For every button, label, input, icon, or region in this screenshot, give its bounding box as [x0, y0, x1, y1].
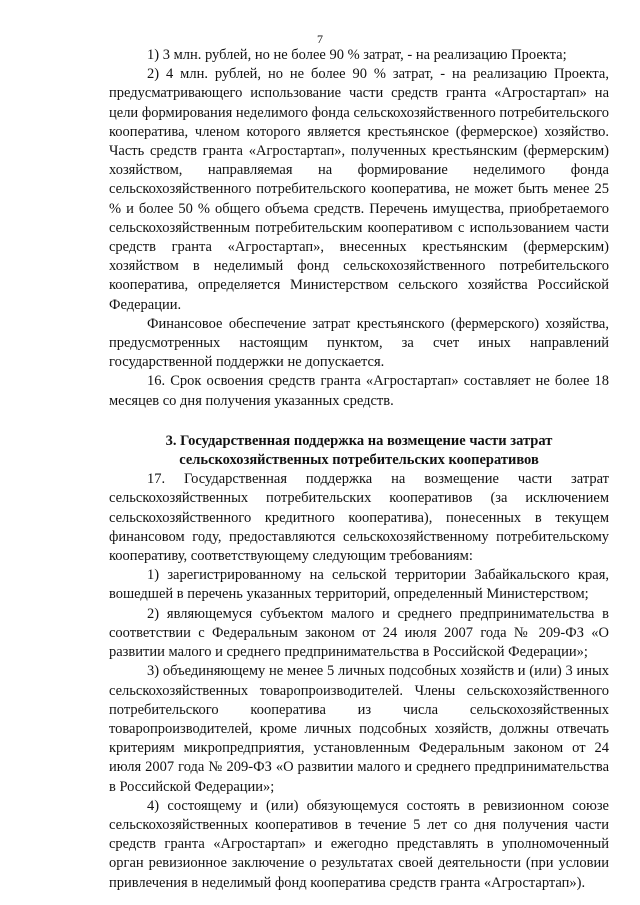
paragraph-item-16: 16. Срок освоения средств гранта «Агростартап» составляет не более 18 месяцев со дня получения указанных средств. [109, 373, 609, 409]
paragraph-requirement-3: 3) объединяющему не менее 5 личных подсобных хозяйств и (или) 3 иных сельскохозяйственных товаропроизводителей. Члены сельскохозяйственного потребительского кооператива из числа сельскохозяйственных товаропроизводителей, кроме личных подсобных хозяйств, должны отвечать критериям микропредприятия, установленным Федеральным законом от 24 июля 2007 года № 209-ФЗ «О развитии малого и среднего предпринимательства в Российской Федерации»; [109, 663, 609, 795]
page-number: 7 [317, 32, 323, 46]
document-body [109, 46, 609, 893]
paragraph-requirement-1: 1) зарегистрированному на сельской территории Забайкальского края, вошедшей в перечень указанных территорий, определенный Министерством; [109, 567, 609, 603]
paragraph-requirement-4: 4) состоящему и (или) обязующемуся состоять в ревизионном союзе сельскохозяйственных кооперативов в течение 5 лет со дня получения части средств гранта «Агростартап» и ежегодно представлять в уполномоченный орган ревизионное заключение о результатах своей деятельности (при условии привлечения в неделимый фонд кооператива средств гранта «Агростартап»). [109, 797, 609, 891]
paragraph-financing-restriction: Финансовое обеспечение затрат крестьянского (фермерского) хозяйства, предусмотренных настоящим пунктом, за счет иных направлений государственной поддержки не допускается. [109, 315, 609, 371]
paragraph-grant-option-1: 1) 3 млн. рублей, но не более 90 % затрат, - на реализацию Проекта; [147, 47, 567, 63]
paragraph-item-17: 17. Государственная поддержка на возмещение части затрат сельскохозяйственных потребительских кооперативов (за исключением сельскохозяйственного кредитного кооператива), понесенных в текущем финансовом году, предоставляются сельскохозяйственному потребительскому кооперативу, соответствующему следующим требованиям: [109, 471, 609, 565]
paragraph-grant-option-2: 2) 4 млн. рублей, но не более 90 % затрат, - на реализацию Проекта, предусматривающего использование части средств гранта «Агростартап» на цели формирования неделимого фонда сельскохозяйственного потребительского кооператива, членом которого является крестьянское (фермерское) хозяйство. Часть средств гранта «Агростартап», полученных крестьянским (фермерским) хозяйством, направляемая на формирование неделимого фонда сельскохозяйственного потребительского кооператива, не может быть менее 25 % и более 50 % общего объема средств. Перечень имущества, приобретаемого сельскохозяйственным потребительским кооперативом с использованием части средств гранта «Агростартап», внесенных крестьянским (фермерским) хозяйством в неделимый фонд сельскохозяйственного потребительского кооператива, определяется Министерством сельского хозяйства Российской Федерации. [109, 66, 609, 313]
paragraph-requirement-2: 2) являющемуся субъектом малого и среднего предпринимательства в соответствии с Федеральным законом от 24 июля 2007 года № 209-ФЗ «О развитии малого и среднего предпринимательства в Российской Федерации»; [109, 605, 609, 661]
section-heading: 3. Государственная поддержка на возмещение части затрат сельскохозяйственных потребительских кооперативов [165, 432, 553, 469]
